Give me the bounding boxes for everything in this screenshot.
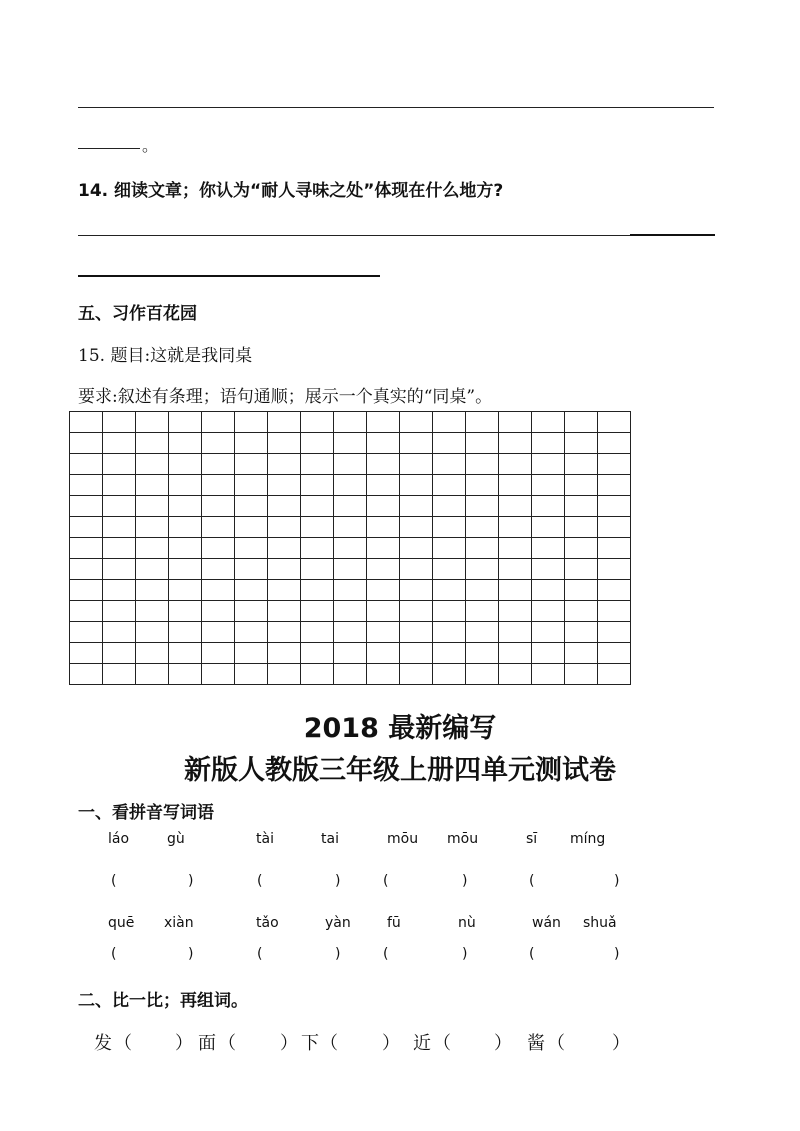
grid-cell[interactable] — [235, 454, 268, 475]
answer-open-paren: ( — [257, 946, 263, 962]
grid-cell[interactable] — [103, 496, 136, 517]
grid-cell[interactable] — [367, 496, 400, 517]
grid-cell[interactable] — [301, 643, 334, 664]
grid-cell[interactable] — [70, 580, 103, 601]
grid-cell[interactable] — [466, 664, 499, 685]
grid-cell[interactable] — [466, 517, 499, 538]
compare-char: 下 — [301, 1033, 319, 1054]
grid-cell[interactable] — [367, 538, 400, 559]
grid-cell[interactable] — [565, 559, 598, 580]
answer-close-paren: ） — [494, 1033, 512, 1054]
grid-cell[interactable] — [334, 643, 367, 664]
grid-cell[interactable] — [433, 433, 466, 454]
section-heading: 一、看拼音写词语 — [78, 803, 214, 823]
grid-cell[interactable] — [301, 433, 334, 454]
grid-cell[interactable] — [565, 412, 598, 433]
grid-cell[interactable] — [532, 433, 565, 454]
answer-line[interactable] — [630, 234, 715, 236]
answer-open-paren: ( — [383, 873, 389, 889]
grid-cell[interactable] — [433, 622, 466, 643]
grid-cell[interactable] — [499, 517, 532, 538]
grid-cell[interactable] — [202, 643, 235, 664]
grid-cell[interactable] — [532, 559, 565, 580]
grid-row — [70, 412, 631, 433]
grid-cell[interactable] — [169, 601, 202, 622]
answer-open-paren: ( — [529, 873, 535, 889]
grid-cell[interactable] — [499, 475, 532, 496]
compare-char: 发 — [94, 1033, 112, 1054]
grid-cell[interactable] — [565, 601, 598, 622]
answer-close-paren: ) — [188, 873, 194, 889]
grid-cell[interactable] — [301, 664, 334, 685]
grid-cell[interactable] — [169, 517, 202, 538]
grid-cell[interactable] — [466, 643, 499, 664]
grid-cell[interactable] — [532, 664, 565, 685]
grid-cell[interactable] — [466, 433, 499, 454]
grid-cell[interactable] — [202, 559, 235, 580]
grid-cell[interactable] — [70, 664, 103, 685]
grid-cell[interactable] — [136, 580, 169, 601]
grid-cell[interactable] — [235, 412, 268, 433]
grid-cell[interactable] — [136, 412, 169, 433]
grid-cell[interactable] — [268, 559, 301, 580]
grid-cell[interactable] — [598, 643, 631, 664]
grid-cell[interactable] — [202, 538, 235, 559]
grid-row — [70, 517, 631, 538]
grid-cell[interactable] — [565, 517, 598, 538]
pinyin: míng — [570, 831, 606, 847]
grid-cell[interactable] — [103, 517, 136, 538]
grid-cell[interactable] — [202, 580, 235, 601]
answer-line[interactable] — [78, 275, 380, 277]
answer-close-paren: ） — [382, 1033, 400, 1054]
answer-open-paren: ( — [111, 946, 117, 962]
grid-cell[interactable] — [400, 580, 433, 601]
grid-cell[interactable] — [268, 538, 301, 559]
grid-cell[interactable] — [301, 622, 334, 643]
pinyin: yàn — [325, 915, 351, 931]
grid-cell[interactable] — [400, 496, 433, 517]
grid-cell[interactable] — [433, 475, 466, 496]
grid-cell[interactable] — [532, 622, 565, 643]
grid-cell[interactable] — [70, 622, 103, 643]
grid-cell[interactable] — [598, 496, 631, 517]
grid-cell[interactable] — [301, 517, 334, 538]
grid-cell[interactable] — [268, 412, 301, 433]
pinyin: tài — [256, 831, 274, 847]
grid-cell[interactable] — [598, 517, 631, 538]
grid-cell[interactable] — [136, 538, 169, 559]
grid-cell[interactable] — [202, 412, 235, 433]
answer-close-paren: ) — [614, 873, 620, 889]
answer-line-short[interactable] — [78, 148, 140, 149]
grid-cell[interactable] — [202, 496, 235, 517]
grid-cell[interactable] — [103, 622, 136, 643]
grid-cell[interactable] — [532, 643, 565, 664]
grid-cell[interactable] — [235, 580, 268, 601]
grid-cell[interactable] — [301, 601, 334, 622]
grid-cell[interactable] — [367, 622, 400, 643]
grid-cell[interactable] — [334, 454, 367, 475]
grid-cell[interactable] — [499, 580, 532, 601]
grid-cell[interactable] — [499, 559, 532, 580]
answer-open-paren: （ — [320, 1033, 338, 1054]
grid-cell[interactable] — [367, 601, 400, 622]
grid-cell[interactable] — [301, 580, 334, 601]
grid-cell[interactable] — [400, 412, 433, 433]
grid-cell[interactable] — [499, 433, 532, 454]
grid-cell[interactable] — [136, 664, 169, 685]
grid-cell[interactable] — [433, 643, 466, 664]
grid-cell[interactable] — [136, 622, 169, 643]
grid-cell[interactable] — [70, 643, 103, 664]
compare-char: 近 — [413, 1033, 431, 1054]
grid-cell[interactable] — [532, 496, 565, 517]
grid-cell[interactable] — [565, 475, 598, 496]
grid-cell[interactable] — [466, 559, 499, 580]
grid-cell[interactable] — [268, 601, 301, 622]
grid-cell[interactable] — [103, 559, 136, 580]
compare-char: 面 — [198, 1033, 216, 1054]
grid-cell[interactable] — [301, 454, 334, 475]
grid-cell[interactable] — [367, 559, 400, 580]
grid-cell[interactable] — [169, 643, 202, 664]
grid-cell[interactable] — [532, 580, 565, 601]
grid-row — [70, 433, 631, 454]
grid-cell[interactable] — [169, 496, 202, 517]
grid-row — [70, 538, 631, 559]
pinyin: gù — [167, 831, 185, 847]
grid-cell[interactable] — [136, 517, 169, 538]
grid-cell[interactable] — [136, 643, 169, 664]
grid-cell[interactable] — [235, 517, 268, 538]
grid-cell[interactable] — [433, 517, 466, 538]
grid-cell[interactable] — [598, 475, 631, 496]
grid-row — [70, 475, 631, 496]
grid-cell[interactable] — [268, 622, 301, 643]
grid-cell[interactable] — [400, 622, 433, 643]
grid-cell[interactable] — [136, 433, 169, 454]
grid-cell[interactable] — [565, 496, 598, 517]
grid-cell[interactable] — [235, 538, 268, 559]
grid-cell[interactable] — [70, 454, 103, 475]
grid-cell[interactable] — [433, 559, 466, 580]
grid-cell[interactable] — [499, 496, 532, 517]
grid-cell[interactable] — [235, 643, 268, 664]
answer-close-paren: ) — [462, 873, 468, 889]
grid-cell[interactable] — [70, 601, 103, 622]
grid-cell[interactable] — [103, 433, 136, 454]
grid-cell[interactable] — [334, 538, 367, 559]
grid-cell[interactable] — [532, 412, 565, 433]
grid-cell[interactable] — [334, 517, 367, 538]
compare-char: 酱 — [527, 1033, 545, 1054]
grid-cell[interactable] — [301, 412, 334, 433]
grid-cell[interactable] — [400, 643, 433, 664]
grid-cell[interactable] — [334, 412, 367, 433]
answer-open-paren: ( — [529, 946, 535, 962]
grid-cell[interactable] — [499, 601, 532, 622]
writing-grid[interactable] — [69, 411, 631, 685]
grid-row — [70, 643, 631, 664]
grid-cell[interactable] — [367, 580, 400, 601]
grid-row — [70, 601, 631, 622]
answer-close-paren: ) — [335, 873, 341, 889]
grid-row — [70, 622, 631, 643]
pinyin: nù — [458, 915, 476, 931]
grid-cell[interactable] — [598, 412, 631, 433]
grid-row — [70, 664, 631, 685]
grid-cell[interactable] — [499, 454, 532, 475]
pinyin: mōu — [447, 831, 479, 847]
grid-cell[interactable] — [235, 496, 268, 517]
grid-cell[interactable] — [334, 559, 367, 580]
grid-cell[interactable] — [169, 433, 202, 454]
answer-line[interactable] — [78, 107, 714, 108]
grid-cell[interactable] — [499, 538, 532, 559]
exam-title-line1: 2018 最新编写 — [303, 713, 497, 744]
grid-cell[interactable] — [268, 475, 301, 496]
grid-cell[interactable] — [565, 538, 598, 559]
answer-open-paren: （ — [547, 1033, 565, 1054]
grid-cell[interactable] — [268, 643, 301, 664]
grid-cell[interactable] — [565, 454, 598, 475]
grid-cell[interactable] — [466, 496, 499, 517]
grid-cell[interactable] — [169, 538, 202, 559]
grid-cell[interactable] — [565, 643, 598, 664]
answer-close-paren: ） — [612, 1033, 630, 1054]
answer-open-paren: ( — [257, 873, 263, 889]
grid-cell[interactable] — [598, 433, 631, 454]
grid-cell[interactable] — [598, 559, 631, 580]
grid-cell[interactable] — [400, 433, 433, 454]
grid-cell[interactable] — [268, 517, 301, 538]
grid-row — [70, 496, 631, 517]
grid-cell[interactable] — [598, 601, 631, 622]
section-heading: 五、习作百花园 — [78, 304, 197, 324]
exam-title-line2: 新版人教版三年级上册四单元测试卷 — [184, 755, 616, 786]
grid-cell[interactable] — [235, 433, 268, 454]
pinyin: xiàn — [164, 915, 194, 931]
grid-cell[interactable] — [70, 475, 103, 496]
grid-cell[interactable] — [598, 580, 631, 601]
answer-open-paren: （ — [218, 1033, 236, 1054]
answer-line[interactable] — [78, 235, 630, 236]
pinyin: láo — [108, 831, 130, 847]
grid-cell[interactable] — [301, 496, 334, 517]
grid-cell[interactable] — [136, 454, 169, 475]
grid-cell[interactable] — [136, 601, 169, 622]
grid-cell[interactable] — [103, 580, 136, 601]
grid-cell[interactable] — [268, 454, 301, 475]
grid-cell[interactable] — [400, 475, 433, 496]
pinyin: mōu — [387, 831, 419, 847]
grid-cell[interactable] — [499, 643, 532, 664]
period-mark: 。 — [142, 136, 159, 155]
answer-close-paren: ) — [188, 946, 194, 962]
grid-cell[interactable] — [433, 454, 466, 475]
grid-cell[interactable] — [334, 664, 367, 685]
grid-cell[interactable] — [400, 517, 433, 538]
grid-cell[interactable] — [136, 559, 169, 580]
grid-cell[interactable] — [103, 664, 136, 685]
grid-cell[interactable] — [334, 496, 367, 517]
grid-row — [70, 454, 631, 475]
grid-cell[interactable] — [433, 496, 466, 517]
grid-row — [70, 580, 631, 601]
grid-cell[interactable] — [499, 412, 532, 433]
grid-cell[interactable] — [466, 601, 499, 622]
grid-cell[interactable] — [532, 538, 565, 559]
pinyin: wán — [532, 915, 561, 931]
pinyin: shuǎ — [583, 915, 617, 931]
grid-cell[interactable] — [334, 580, 367, 601]
grid-cell[interactable] — [169, 580, 202, 601]
grid-cell[interactable] — [565, 664, 598, 685]
grid-cell[interactable] — [532, 517, 565, 538]
section-heading: 二、比一比；再组词。 — [78, 991, 248, 1011]
grid-cell[interactable] — [103, 601, 136, 622]
grid-cell[interactable] — [235, 601, 268, 622]
grid-cell[interactable] — [235, 559, 268, 580]
grid-cell[interactable] — [70, 412, 103, 433]
answer-close-paren: ) — [462, 946, 468, 962]
grid-cell[interactable] — [433, 538, 466, 559]
pinyin: quē — [108, 915, 135, 931]
pinyin: tai — [321, 831, 339, 847]
grid-cell[interactable] — [400, 601, 433, 622]
grid-cell[interactable] — [532, 475, 565, 496]
grid-cell[interactable] — [169, 412, 202, 433]
pinyin: tǎo — [256, 915, 279, 931]
grid-cell[interactable] — [235, 622, 268, 643]
grid-cell[interactable] — [202, 601, 235, 622]
grid-cell[interactable] — [268, 496, 301, 517]
grid-cell[interactable] — [103, 412, 136, 433]
pinyin: sī — [526, 831, 538, 847]
grid-cell[interactable] — [202, 517, 235, 538]
grid-cell[interactable] — [268, 664, 301, 685]
grid-cell[interactable] — [565, 622, 598, 643]
grid-cell[interactable] — [202, 454, 235, 475]
grid-cell[interactable] — [169, 475, 202, 496]
grid-cell[interactable] — [70, 433, 103, 454]
grid-cell[interactable] — [367, 433, 400, 454]
grid-cell[interactable] — [169, 454, 202, 475]
grid-cell[interactable] — [400, 664, 433, 685]
grid-cell[interactable] — [70, 559, 103, 580]
grid-cell[interactable] — [202, 664, 235, 685]
answer-open-paren: ( — [111, 873, 117, 889]
grid-cell[interactable] — [202, 475, 235, 496]
grid-cell[interactable] — [334, 433, 367, 454]
grid-cell[interactable] — [103, 454, 136, 475]
grid-cell[interactable] — [367, 517, 400, 538]
answer-close-paren: ） — [175, 1033, 193, 1054]
grid-cell[interactable] — [334, 622, 367, 643]
grid-cell[interactable] — [268, 580, 301, 601]
grid-cell[interactable] — [466, 412, 499, 433]
grid-cell[interactable] — [466, 580, 499, 601]
answer-open-paren: ( — [383, 946, 389, 962]
question-14: 14. 细读文章；你认为“耐人寻味之处”体现在什么地方? — [78, 181, 504, 201]
grid-cell[interactable] — [466, 475, 499, 496]
grid-cell[interactable] — [334, 475, 367, 496]
grid-cell[interactable] — [433, 580, 466, 601]
grid-cell[interactable] — [499, 622, 532, 643]
grid-cell[interactable] — [268, 433, 301, 454]
grid-cell[interactable] — [235, 475, 268, 496]
grid-cell[interactable] — [532, 601, 565, 622]
grid-cell[interactable] — [433, 601, 466, 622]
grid-cell[interactable] — [169, 559, 202, 580]
grid-cell[interactable] — [598, 454, 631, 475]
answer-close-paren: ） — [280, 1033, 298, 1054]
grid-cell[interactable] — [235, 664, 268, 685]
grid-cell[interactable] — [433, 664, 466, 685]
grid-cell[interactable] — [598, 664, 631, 685]
grid-cell[interactable] — [367, 643, 400, 664]
answer-close-paren: ) — [335, 946, 341, 962]
writing-requirement: 要求:叙述有条理；语句通顺；展示一个真实的“同桌”。 — [78, 387, 493, 407]
grid-cell[interactable] — [598, 538, 631, 559]
grid-cell[interactable] — [400, 454, 433, 475]
grid-cell[interactable] — [499, 664, 532, 685]
grid-row — [70, 559, 631, 580]
grid-cell[interactable] — [367, 412, 400, 433]
grid-cell[interactable] — [466, 622, 499, 643]
grid-cell[interactable] — [70, 496, 103, 517]
grid-cell[interactable] — [169, 664, 202, 685]
answer-open-paren: （ — [433, 1033, 451, 1054]
grid-cell[interactable] — [334, 601, 367, 622]
answer-open-paren: （ — [114, 1033, 132, 1054]
grid-cell[interactable] — [532, 454, 565, 475]
grid-cell[interactable] — [202, 433, 235, 454]
grid-cell[interactable] — [136, 475, 169, 496]
grid-cell[interactable] — [136, 496, 169, 517]
grid-cell[interactable] — [103, 475, 136, 496]
grid-cell[interactable] — [301, 559, 334, 580]
grid-cell[interactable] — [433, 412, 466, 433]
grid-cell[interactable] — [103, 538, 136, 559]
grid-cell[interactable] — [367, 664, 400, 685]
answer-close-paren: ) — [614, 946, 620, 962]
grid-cell[interactable] — [169, 622, 202, 643]
grid-cell[interactable] — [400, 538, 433, 559]
grid-cell[interactable] — [70, 517, 103, 538]
grid-cell[interactable] — [202, 622, 235, 643]
grid-cell[interactable] — [565, 580, 598, 601]
grid-cell[interactable] — [466, 454, 499, 475]
grid-cell[interactable] — [466, 538, 499, 559]
grid-cell[interactable] — [301, 538, 334, 559]
grid-cell[interactable] — [400, 559, 433, 580]
grid-cell[interactable] — [598, 622, 631, 643]
grid-cell[interactable] — [565, 433, 598, 454]
grid-cell[interactable] — [301, 475, 334, 496]
pinyin: fū — [387, 915, 401, 931]
writing-prompt: 15. 题目:这就是我同桌 — [78, 346, 253, 366]
grid-cell[interactable] — [103, 643, 136, 664]
grid-cell[interactable] — [70, 538, 103, 559]
grid-cell[interactable] — [367, 454, 400, 475]
grid-cell[interactable] — [367, 475, 400, 496]
